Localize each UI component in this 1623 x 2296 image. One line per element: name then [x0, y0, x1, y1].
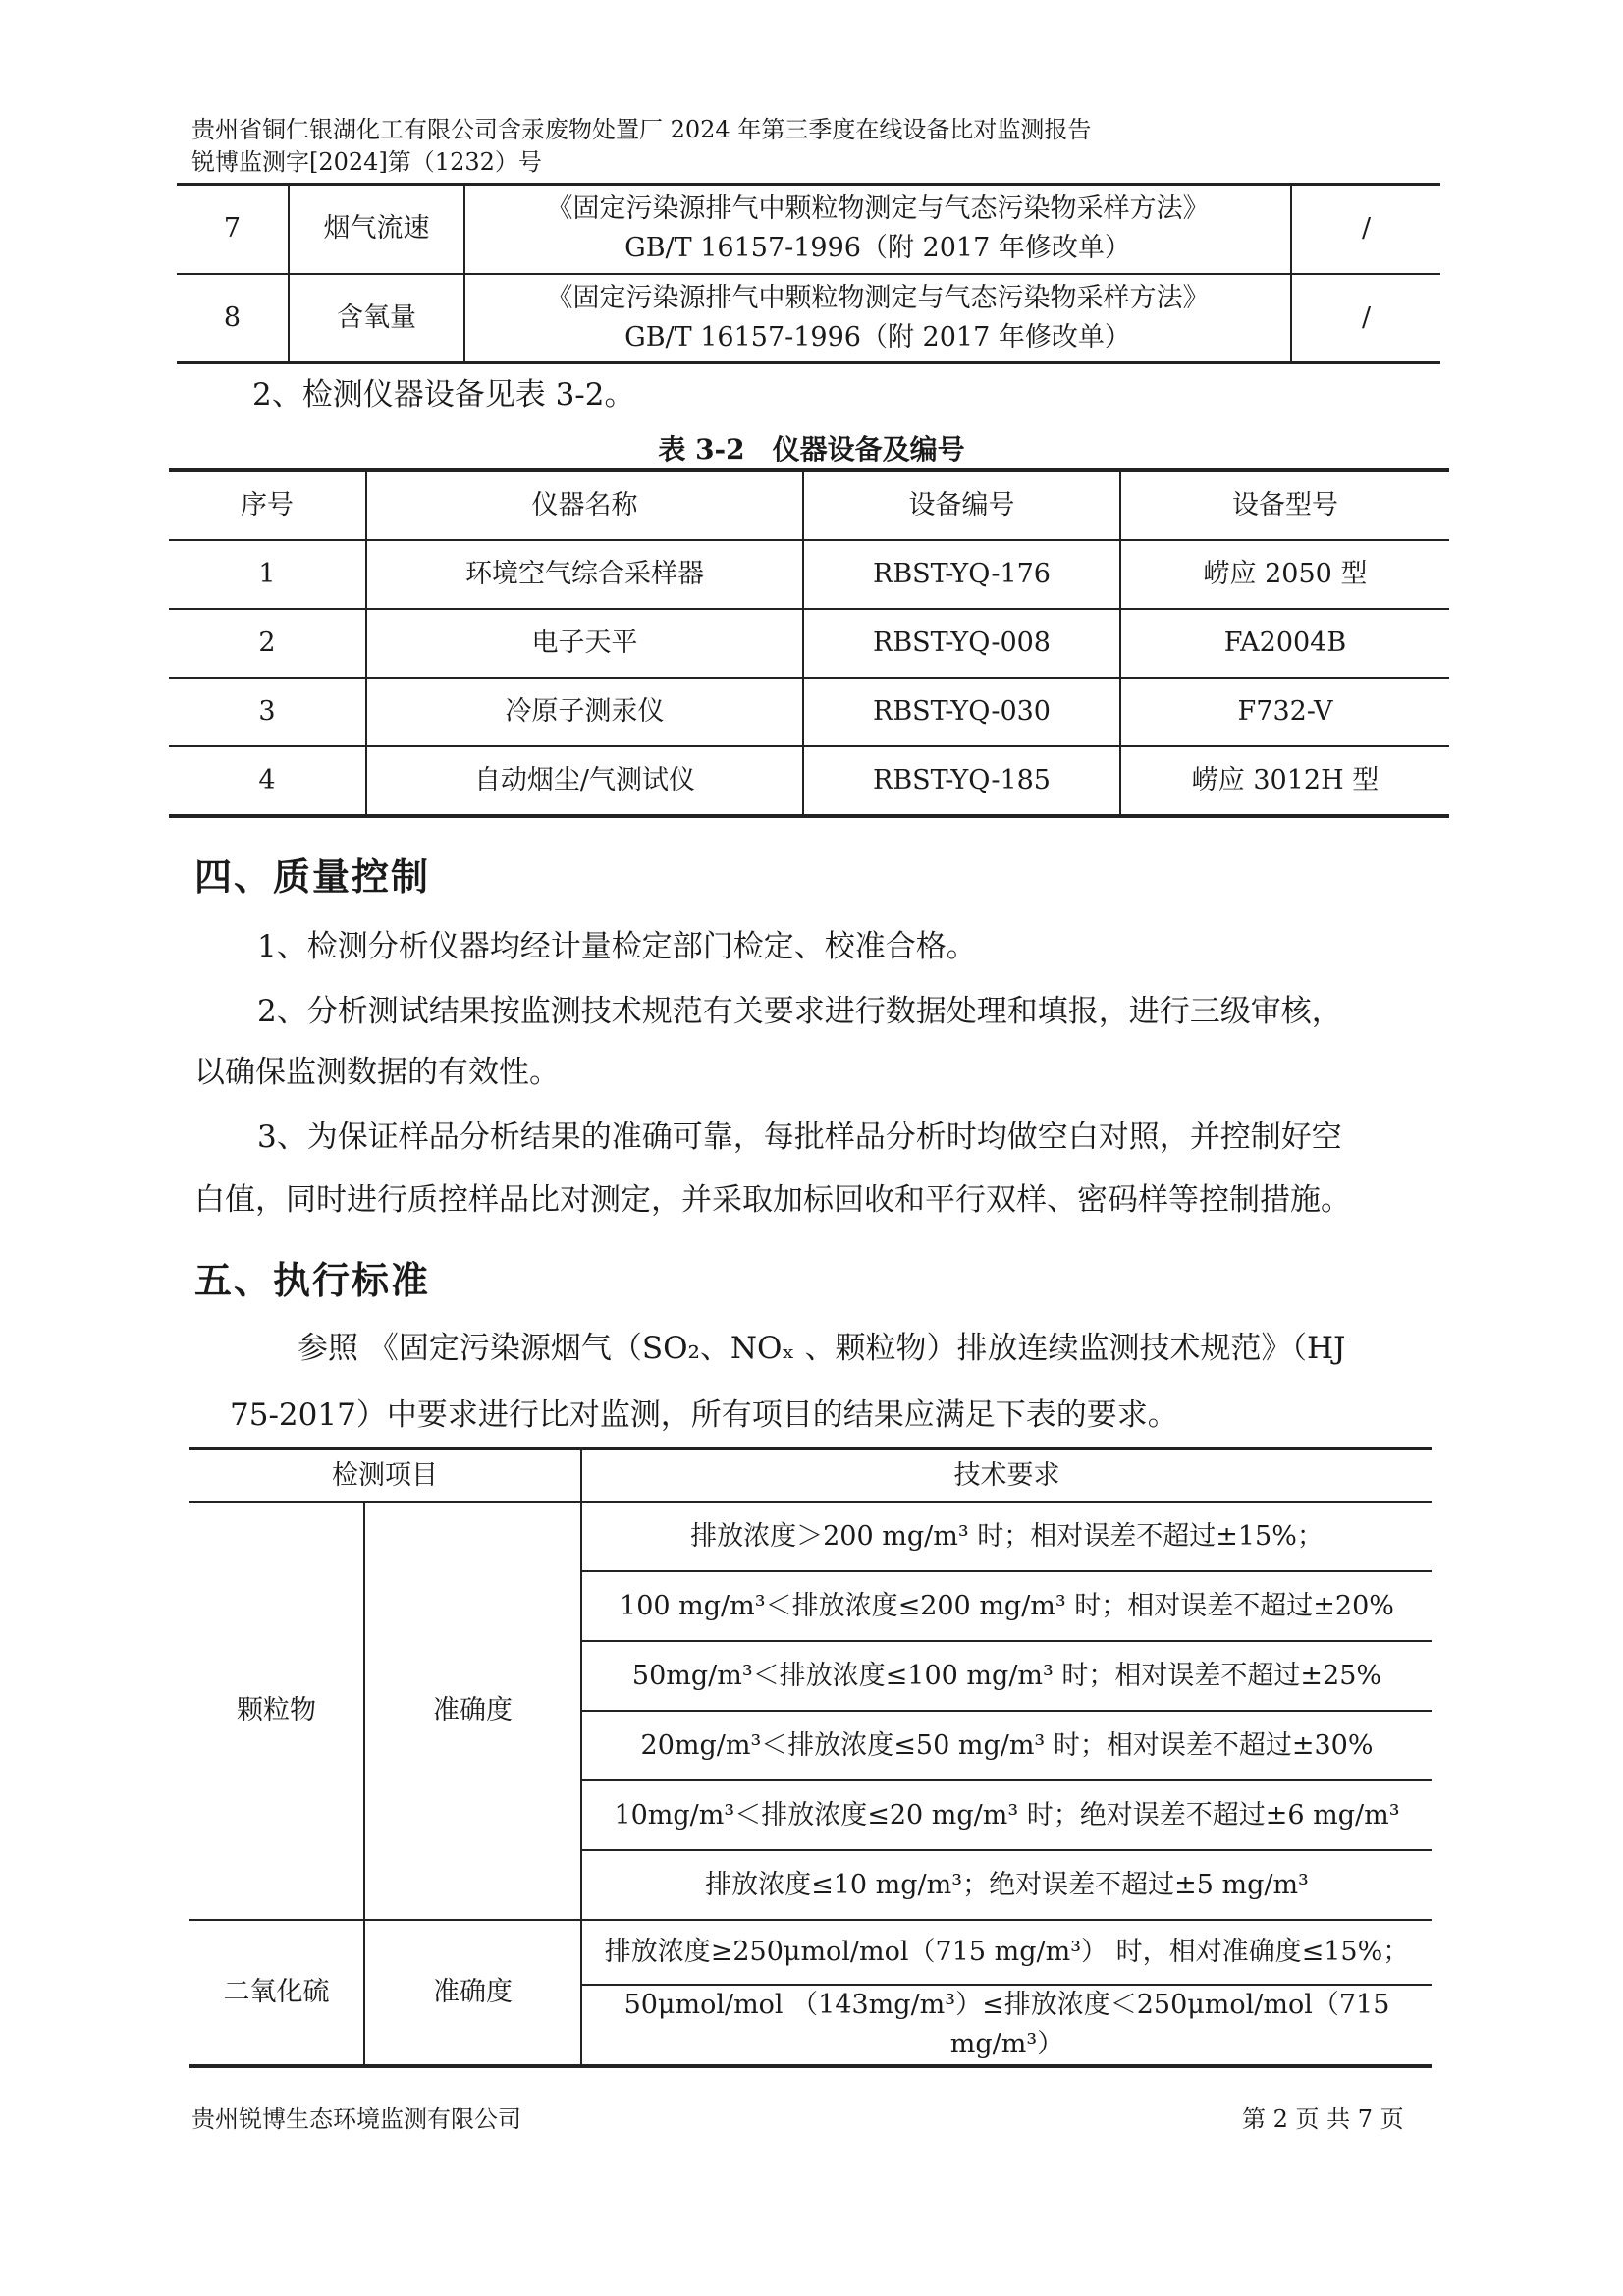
table-row — [169, 678, 1449, 746]
requirement-cell: 50mg/m³＜排放浓度≤100 mg/m³ 时；相对误差不超过±25% — [581, 1641, 1432, 1711]
method-line: GB/T 16157-1996（附 2017 年修改单） — [624, 321, 1131, 353]
paragraph: 参照 《固定污染源烟气（SO₂、NOₓ 、颗粒物）排放连续监测技术规范》（HJ — [298, 1331, 1346, 1366]
limit-cell: / — [1291, 274, 1440, 363]
instrument-id: RBST-YQ-008 — [803, 609, 1120, 678]
requirement-cell: 10mg/m³＜排放浓度≤20 mg/m³ 时；绝对误差不超过±6 mg/m³ — [581, 1780, 1432, 1850]
table-row — [177, 185, 1440, 274]
requirements-table — [189, 1447, 1432, 2068]
column-header: 检测项目 — [189, 1449, 581, 1502]
report-header-title: 贵州省铜仁银湖化工有限公司含汞废物处置厂 2024 年第三季度在线设备比对监测报告 — [191, 116, 1092, 143]
pollutant-name: 二氧化硫 — [189, 1920, 364, 2066]
requirement-cell: 排放浓度≥250μmol/mol（715 mg/m³） 时，相对准确度≤15%； — [581, 1920, 1432, 1985]
pollutant-name: 颗粒物 — [189, 1502, 364, 1920]
instrument-name: 电子天平 — [366, 609, 803, 678]
instrument-name: 冷原子测汞仪 — [366, 678, 803, 746]
requirement-cell: 排放浓度≤10 mg/m³；绝对误差不超过±5 mg/m³ — [581, 1850, 1432, 1920]
instrument-model: FA2004B — [1120, 609, 1449, 678]
instrument-name: 环境空气综合采样器 — [366, 540, 803, 609]
report-header-number: 锐博监测字[2024]第（1232）号 — [191, 148, 542, 176]
row-number: 3 — [169, 678, 366, 746]
method-cell — [464, 274, 1291, 363]
instrument-table — [169, 468, 1449, 818]
requirement-cell: 20mg/m³＜排放浓度≤50 mg/m³ 时；相对误差不超过±30% — [581, 1711, 1432, 1780]
column-header: 设备型号 — [1120, 470, 1449, 540]
instrument-id: RBST-YQ-176 — [803, 540, 1120, 609]
column-header: 仪器名称 — [366, 470, 803, 540]
table-header-row — [189, 1449, 1432, 1502]
row-number: 7 — [177, 185, 289, 274]
item-name: 烟气流速 — [289, 185, 464, 274]
row-number: 1 — [169, 540, 366, 609]
table-row — [169, 746, 1449, 816]
row-number: 2 — [169, 609, 366, 678]
table-row — [169, 540, 1449, 609]
paragraph: 3、为保证样品分析结果的准确可靠，每批样品分析时均做空白对照，并控制好空 — [257, 1120, 1342, 1155]
table-header-row — [169, 470, 1449, 540]
method-cell — [464, 185, 1291, 274]
requirement-cell: 100 mg/m³＜排放浓度≤200 mg/m³ 时；相对误差不超过±20% — [581, 1571, 1432, 1641]
column-header: 技术要求 — [581, 1449, 1432, 1502]
table-row — [189, 1920, 1432, 1985]
paragraph: 75-2017）中要求进行比对监测，所有项目的结果应满足下表的要求。 — [230, 1397, 1178, 1433]
item-name: 含氧量 — [289, 274, 464, 363]
row-number: 4 — [169, 746, 366, 816]
section-heading-standard: 五、执行标准 — [194, 1258, 431, 1302]
section-heading-quality: 四、质量控制 — [194, 854, 431, 899]
requirement-cell: 50μmol/mol （143mg/m³）≤排放浓度＜250μmol/mol（715 mg/m³） — [581, 1985, 1432, 2066]
table-caption: 表 3-2 仪器设备及编号 — [658, 433, 965, 465]
table-row — [189, 1502, 1432, 1571]
method-line: 《固定污染源排气中颗粒物测定与气态污染物采样方法》 — [546, 193, 1210, 225]
instrument-model: 崂应 3012H 型 — [1120, 746, 1449, 816]
requirement-cell: 排放浓度＞200 mg/m³ 时；相对误差不超过±15%； — [581, 1502, 1432, 1571]
column-header: 序号 — [169, 470, 366, 540]
table-row — [177, 274, 1440, 363]
column-header: 设备编号 — [803, 470, 1120, 540]
instrument-model: 崂应 2050 型 — [1120, 540, 1449, 609]
table-row — [169, 609, 1449, 678]
paragraph: 白值，同时进行质控样品比对测定，并采取加标回收和平行双样、密码样等控制措施。 — [194, 1182, 1351, 1218]
method-line: 《固定污染源排气中颗粒物测定与气态污染物采样方法》 — [546, 282, 1210, 313]
instrument-paragraph: 2、检测仪器设备见表 3-2。 — [252, 377, 635, 412]
indicator-name: 准确度 — [364, 1502, 581, 1920]
method-line: GB/T 16157-1996（附 2017 年修改单） — [624, 233, 1131, 264]
paragraph: 1、检测分析仪器均经计量检定部门检定、校准合格。 — [257, 929, 977, 964]
instrument-id: RBST-YQ-030 — [803, 678, 1120, 746]
indicator-name: 准确度 — [364, 1920, 581, 2066]
instrument-name: 自动烟尘/气测试仪 — [366, 746, 803, 816]
footer-company: 贵州锐博生态环境监测有限公司 — [191, 2105, 521, 2133]
paragraph: 2、分析测试结果按监测技术规范有关要求进行数据处理和填报，进行三级审核， — [257, 994, 1342, 1029]
paragraph: 以确保监测数据的有效性。 — [194, 1055, 560, 1090]
footer-page-number: 第 2 页 共 7 页 — [1242, 2105, 1404, 2133]
instrument-id: RBST-YQ-185 — [803, 746, 1120, 816]
row-number: 8 — [177, 274, 289, 363]
instrument-model: F732-V — [1120, 678, 1449, 746]
method-table — [177, 183, 1440, 364]
limit-cell: / — [1291, 185, 1440, 274]
